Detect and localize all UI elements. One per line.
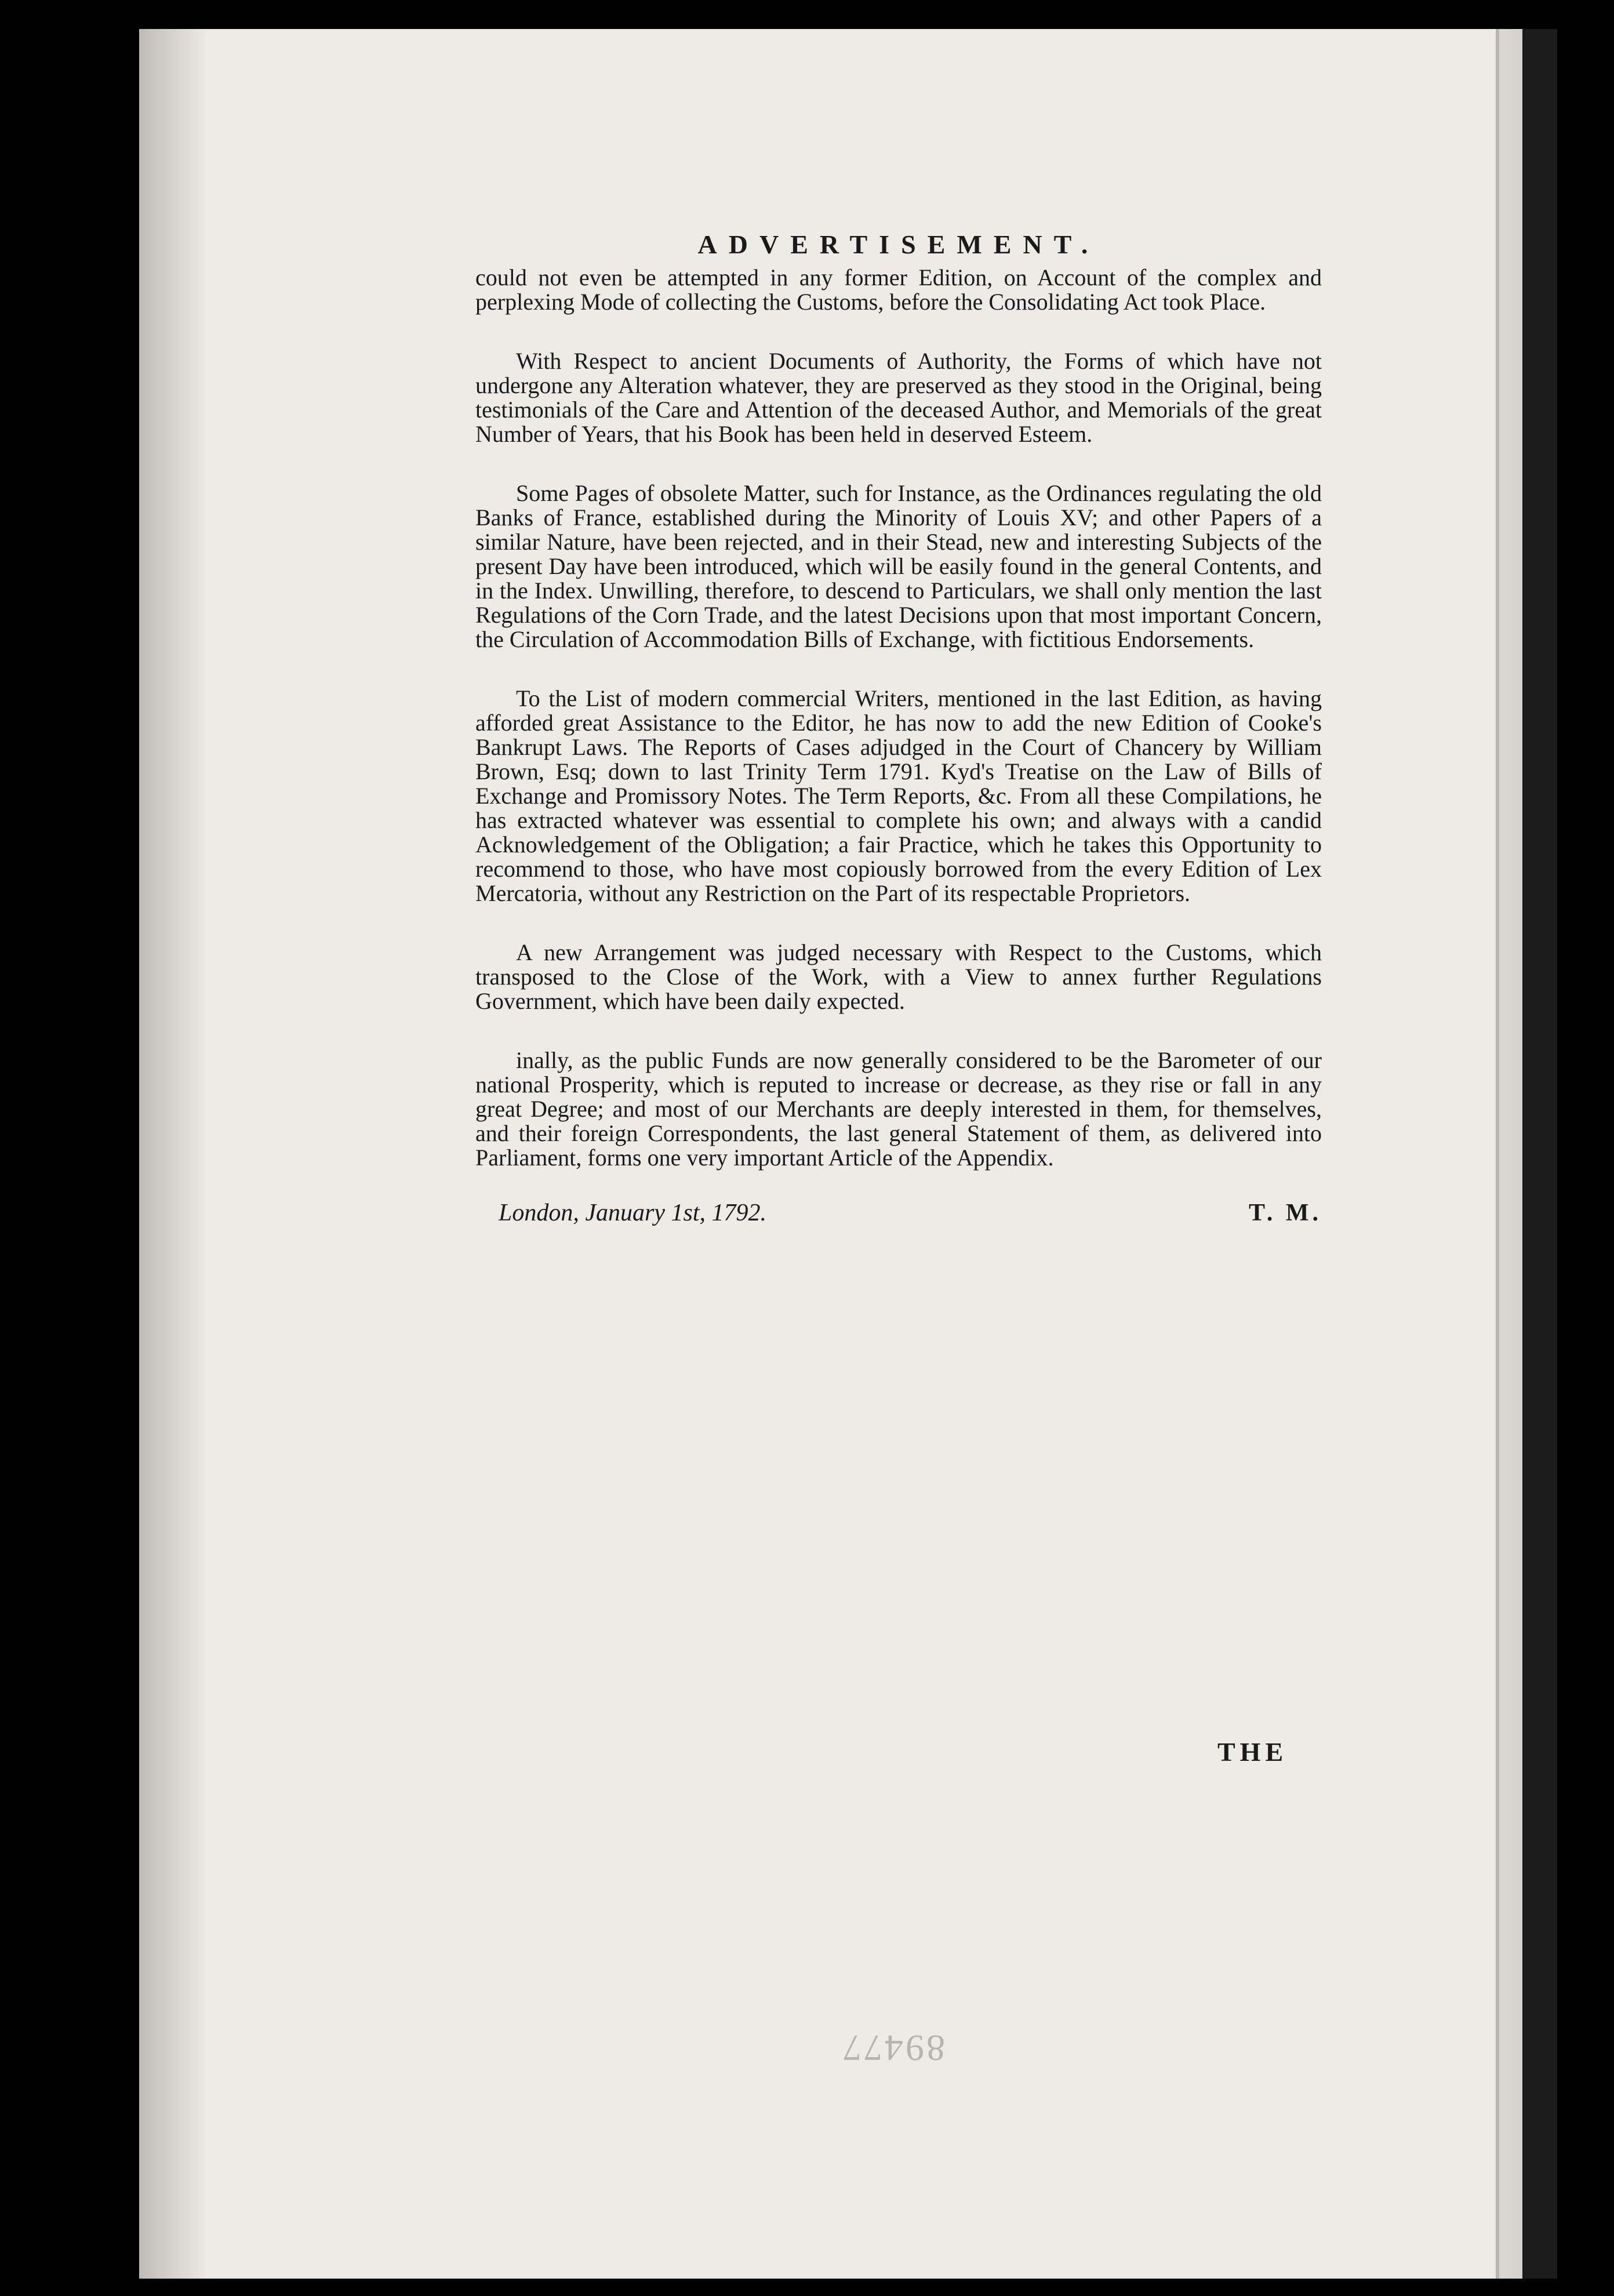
binding-strip xyxy=(1522,29,1557,2279)
paragraph-documents: With Respect to ancient Documents of Authority, the Forms of which have not undergone any Alteration whatever, they are preserved as they stood in the Original, being testimonials of the Care and Attention of the deceased Author, and Memorials of the great Number of Years, that his Book has been held in deserved Esteem. xyxy=(475,348,1322,447)
page-edge-shadow xyxy=(139,29,209,2279)
page-heading: ADVERTISEMENT. xyxy=(697,230,1100,259)
dateline: London, January 1st, 1792. xyxy=(499,1200,766,1226)
paragraph-continued: could not even be attempted in any former Edition, on Account of the complex and perplexing Mode of collecting the Customs, before the Consolidating Act took Place. xyxy=(475,264,1322,315)
paragraph-writers: To the List of modern commercial Writers, mentioned in the last Edition, as having afforded great Assistance to the Editor, he has now to add the new Edition of Cooke's Bankrupt Laws. The Reports of Cases adjudged in the Court of Chancery by William Brown, Esq; down to last Trinity Term 1791. Kyd's Treatise on the Law of Bills of Exchange and Promissory Notes. The Term Reports, &c. From all these Compilations, he has extracted whatever was essential to complete his own; and always with a candid Acknowledgement of the Obligation; a fair Practice, which he takes this Opportunity to recommend to those, who have most copiously borrowed from the every Edition of Lex Mercatoria, without any Restriction on the Part of its respectable Proprietors. xyxy=(475,685,1322,906)
author-initials: T. M. xyxy=(1248,1200,1322,1226)
signoff xyxy=(475,1199,1322,1227)
paragraph-funds: inally, as the public Funds are now generally considered to be the Barometer of our national Prosperity, which is reputed to increase or decrease, as they rise or fall in any great Degree; and most of our Merchants are deeply interested in them, for themselves, and their foreign Correspondents, the last general Statement of them, as delivered into Parliament, forms one very important Article of the Appendix. xyxy=(475,1047,1322,1171)
paragraph-obsolete-matter: Some Pages of obsolete Matter, such for Instance, as the Ordinances regulating the old Banks of France, established during the Minority of Louis XV; and other Papers of a similar Nature, have been rejected, and in their Stead, new and interesting Subjects of the present Day have been introduced, which will be easily found in the general Contents, and in the Index. Unwilling, therefore, to descend to Particulars, we shall only mention the last Regulations of the Corn Trade, and the latest Decisions upon that most important Concern, the Circulation of Accommodation Bills of Exchange, with fictitious Endorsements. xyxy=(475,480,1322,652)
paragraph-arrangement: A new Arrangement was judged necessary with Respect to the Customs, which transposed to the Close of the Work, with a View to annex further Regulations Government, which have been daily expected. xyxy=(475,939,1322,1014)
library-stamp: 89477 xyxy=(841,2028,945,2069)
document-body xyxy=(475,229,1322,1227)
adjacent-page-edge xyxy=(1496,29,1557,2279)
catchword: THE xyxy=(1217,1737,1288,1767)
